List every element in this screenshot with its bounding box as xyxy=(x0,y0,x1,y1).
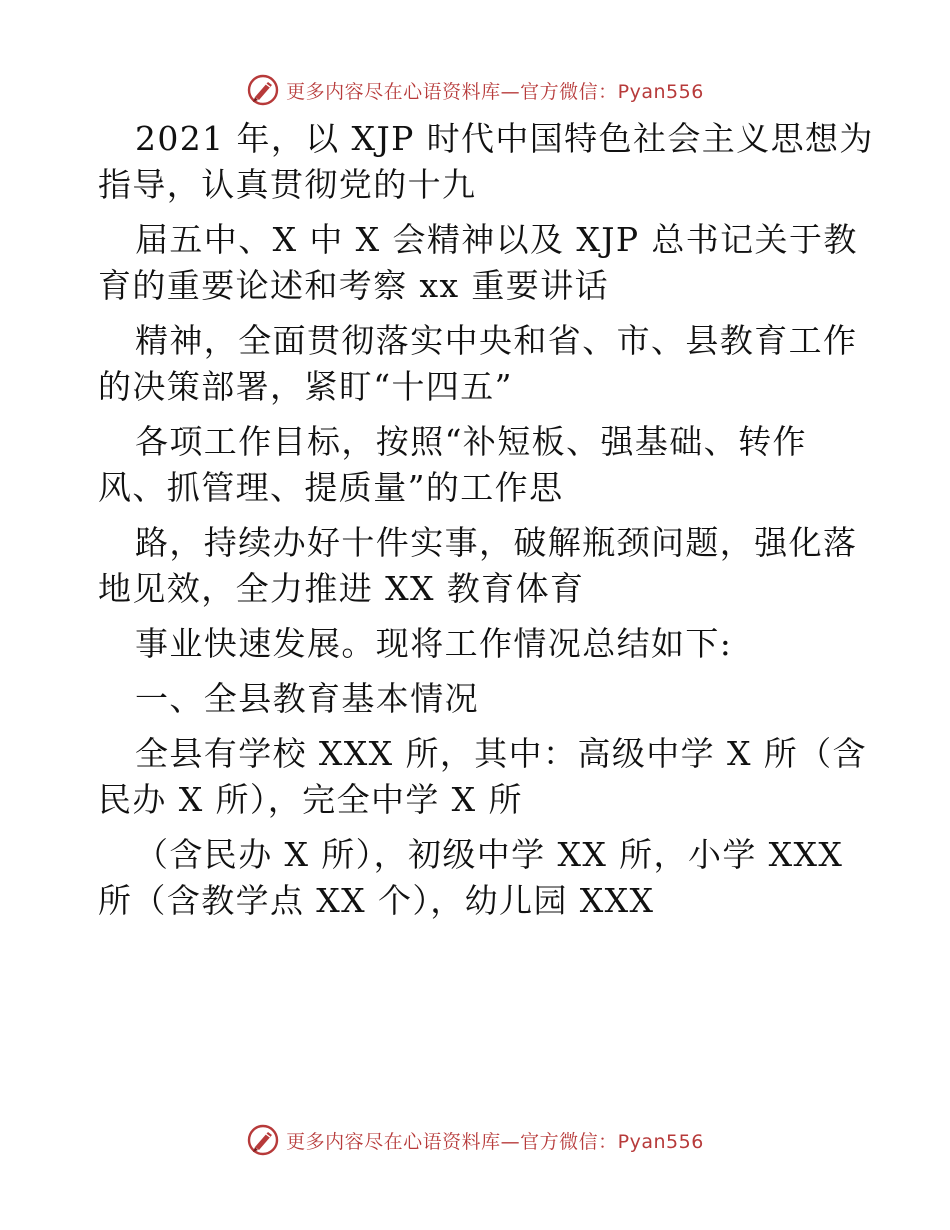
document-body xyxy=(98,119,874,920)
paragraph-line: 育的重要论述和考察 xx 重要讲话 xyxy=(98,266,610,305)
watermark-text: 更多内容尽在心语资料库—官方微信：Pyan556 xyxy=(286,80,704,103)
paragraph-line: 精神，全面贯彻落实中央和省、市、县教育工作 xyxy=(135,321,858,360)
paragraph-line: 路，持续办好十件实事，破解瓶颈问题，强化落 xyxy=(135,523,858,562)
watermark-text: 更多内容尽在心语资料库—官方微信：Pyan556 xyxy=(286,1130,704,1153)
pen-logo-icon xyxy=(246,73,280,107)
pen-logo-icon xyxy=(246,1123,280,1157)
header-watermark xyxy=(0,70,950,110)
paragraph-line: 各项工作目标，按照“补短板、强基础、转作 xyxy=(135,422,807,461)
paragraph-line: 指导，认真贯彻党的十九 xyxy=(98,165,477,204)
paragraph-line: 风、抓管理、提质量”的工作思 xyxy=(98,468,564,507)
paragraph-line: （含民办 X 所），初级中学 XX 所，小学 XXX xyxy=(135,835,844,874)
footer-watermark-group xyxy=(246,1123,704,1157)
paragraph-line: 民办 X 所），完全中学 X 所 xyxy=(98,780,523,819)
paragraph-line: 地见效，全力推进 XX 教育体育 xyxy=(98,569,585,608)
paragraph-line: 届五中、X 中 X 会精神以及 XJP 总书记关于教 xyxy=(135,220,858,259)
paragraph-line: 全县有学校 XXX 所，其中：高级中学 X 所（含 xyxy=(135,734,867,773)
footer-watermark xyxy=(0,1120,950,1160)
paragraph-line: 的决策部署，紧盯“十四五” xyxy=(98,367,513,406)
paragraph-line: 事业快速发展。现将工作情况总结如下: xyxy=(135,624,733,663)
paragraph-line: 所（含教学点 XX 个），幼儿园 XXX xyxy=(98,881,655,920)
header-watermark-group xyxy=(246,73,704,107)
paragraph-line: 2021 年，以 XJP 时代中国特色社会主义思想为 xyxy=(135,119,874,158)
section-heading: 一、全县教育基本情况 xyxy=(135,679,479,718)
